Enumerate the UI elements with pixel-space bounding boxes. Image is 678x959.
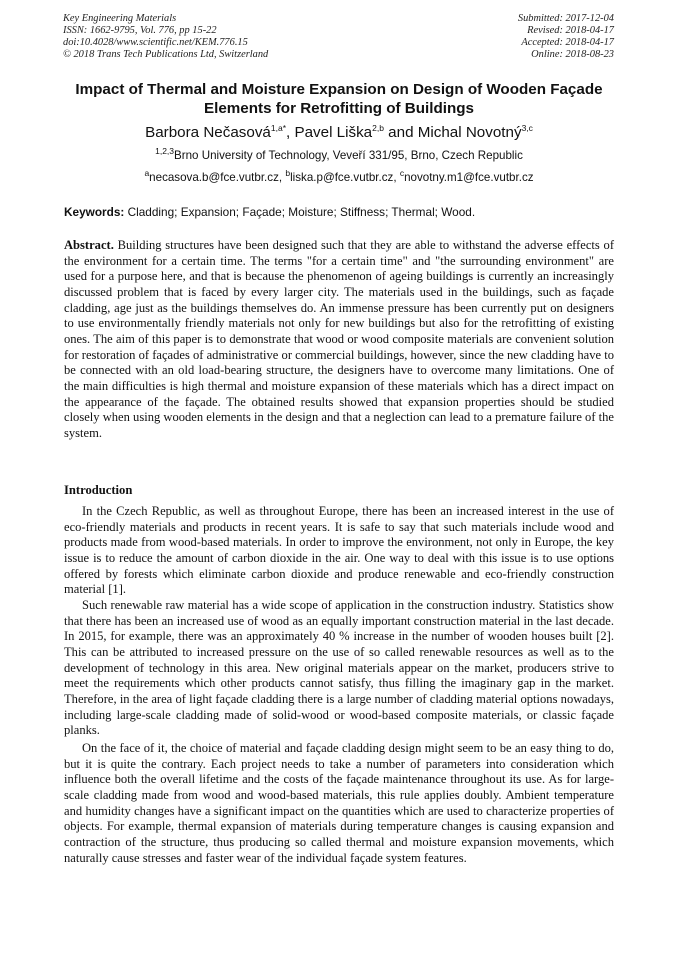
author-name: Barbora Nečasová	[145, 124, 271, 141]
email-marker: a	[144, 168, 150, 179]
accepted-date: Accepted: 2018-04-17	[521, 37, 614, 48]
online-date: Online: 2018-08-23	[531, 49, 614, 60]
journal-name: Key Engineering Materials	[63, 13, 177, 24]
keywords-label: Keywords:	[64, 205, 125, 219]
author-affiliation-marker: 2,b	[372, 122, 384, 133]
journal-meta	[63, 13, 268, 61]
affiliation-text: Brno University of Technology, Veveří 331/95, Brno, Czech Republic	[174, 149, 523, 162]
affiliation-marker: 1,2,3	[155, 146, 175, 157]
author-list	[60, 124, 618, 142]
author-separator: and	[383, 124, 418, 141]
issn-line: ISSN: 1662-9795, Vol. 776, pp 15-22	[63, 25, 217, 36]
email-separator: ,	[393, 171, 400, 184]
abstract-label: Abstract.	[64, 238, 114, 252]
keywords	[64, 205, 614, 219]
copyright-line: © 2018 Trans Tech Publications Ltd, Switzerland	[63, 49, 269, 60]
author-name: Pavel Liška	[294, 124, 373, 141]
keywords-text: Cladding; Expansion; Façade; Moisture; Stiffness; Thermal; Wood.	[127, 205, 476, 219]
body-paragraph: In the Czech Republic, as well as throughout Europe, there has been an increased interest in the use of eco-friendly materials and products in recent years. It is safe to say that such materials include wood and products made from wood-based materials. In order to improve the environment, not only in Europe, the key issue is to reduce the amount of carbon dioxide in the air. One way to deal with this issue is to use options offered by forests which eliminate carbon dioxide and produce renewable and eco-friendly construction material [1].	[64, 504, 614, 597]
author-affiliation-marker: 1,a*	[270, 122, 286, 133]
paper-title: Impact of Thermal and Moisture Expansion on Design of Wooden Façade Elements for Retrofitting of Buildings	[75, 81, 603, 117]
submitted-date: Submitted: 2017-12-04	[517, 13, 614, 24]
email-link[interactable]: necasova.b@fce.vutbr.cz	[149, 171, 279, 184]
body-paragraph: On the face of it, the choice of material and façade cladding design might seem to be an easy thing to do, but it is quite the contrary. Each project needs to take a number of parameters into consideration which influence both the overall lifetime and the costs of the façade maintenance throughout its use. As for large-scale cladding made from wood and wood-based materials, this rule applies doubly. Ambient temperature and humidity changes have a significant impact on the quantities which are used to characterize properties of objects. For example, thermal expansion of materials during temperature changes is causing expansion and contraction of the structure, thus producing so called thermal and moisture expansion movements, which naturally cause stresses and faster wear of the individual façade system features.	[64, 741, 614, 865]
section-heading-introduction: Introduction	[64, 483, 133, 497]
author-emails	[60, 168, 618, 185]
author-name: Michal Novotný	[417, 124, 522, 141]
body-paragraph: Such renewable raw material has a wide scope of application in the construction industry. Statistics show that there has been an increased use of wood as an equally important construction material in the last decade. In 2015, for example, there was an approximately 40 % increase in the number of wooden houses built [2]. This can be attributed to increased pressure on the use of so called renewable resources as well as to the development of technology in this area. New original materials appear on the market, producers strive to meet the requirements which other products cannot satisfy, thus filling the imaginary gap in the market. Therefore, in the area of light façade cladding there is a large number of cladding material options nowadays, including large-scale cladding made of solid-wood or wood-based composite materials, or classic façade planks.	[64, 598, 614, 738]
doi-line[interactable]: doi:10.4028/www.scientific.net/KEM.776.15	[63, 37, 248, 48]
email-link[interactable]: liska.p@fce.vutbr.cz	[290, 171, 394, 184]
email-marker: c	[399, 168, 405, 179]
email-separator: ,	[278, 171, 286, 184]
email-marker: b	[285, 168, 291, 179]
email-link[interactable]: novotny.m1@fce.vutbr.cz	[404, 171, 534, 184]
revised-date: Revised: 2018-04-17	[527, 25, 614, 36]
publication-dates	[518, 13, 614, 61]
abstract-text: Building structures have been designed such that they are able to withstand the adverse effects of the environment for a certain time. The terms "for a certain time" and "the surrounding environment" are used for a purpose here, and that is because the phenomenon of ageing buildings is currently an increasingly discussed problem that is faced by every larger city. The materials used in the buildings, such as façade cladding, age just as the buildings themselves do. An immense pressure has been currently put on designers to use environmentally friendly materials not only for new buildings but also for the retrofitting of existing ones. The aim of this paper is to demonstrate that wood or wood composite materials are convenient solution for restoration of façades of administrative or commercial buildings, however, since the new cladding have to be connected with an old load-bearing structure, the designers have to overcome many limitations. One of the main difficulties is high thermal and moisture expansion of these materials which has a direct impact on the appearance of the façade. The obtained results showed that expansion properties should be studied closely when using wooden elements in the design and that a neglection can lead to a premature failure of the system.	[64, 238, 615, 440]
abstract	[64, 238, 614, 442]
author-separator: ,	[286, 124, 295, 141]
affiliation	[60, 146, 618, 163]
author-affiliation-marker: 3,c	[521, 122, 533, 133]
